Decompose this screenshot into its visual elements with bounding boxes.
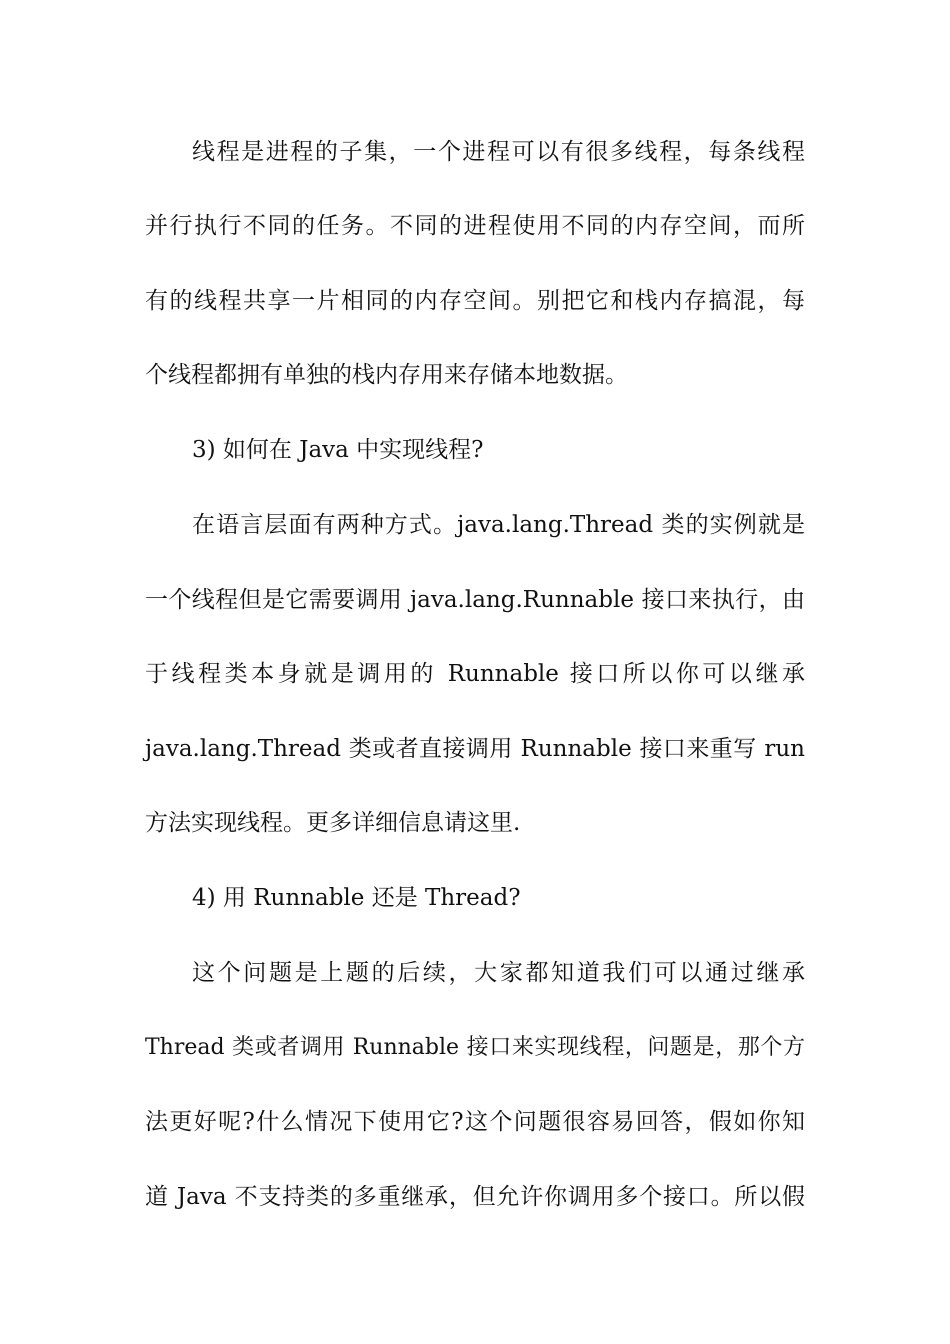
paragraph-3-line-3: 法更好呢?什么情况下使用它?这个问题很容易回答，假如你知 <box>145 1109 805 1135</box>
paragraph-2-line-3: 于线程类本身就是调用的 Runnable 接口所以你可以继承 <box>145 661 805 687</box>
paragraph-2-line-2: 一个线程但是它需要调用 java.lang.Runnable 接口来执行，由 <box>145 587 805 613</box>
paragraph-1-line-3: 有的线程共享一片相同的内存空间。别把它和栈内存搞混，每 <box>145 288 805 314</box>
paragraph-2-line-1: 在语言层面有两种方式。java.lang.Thread 类的实例就是 <box>192 512 805 538</box>
paragraph-2-line-4: java.lang.Thread 类或者直接调用 Runnable 接口来重写 run <box>145 736 805 762</box>
paragraph-3-line-4: 道 Java 不支持类的多重继承，但允许你调用多个接口。所以假 <box>145 1184 805 1210</box>
paragraph-3-line-2: Thread 类或者调用 Runnable 接口来实现线程，问题是，那个方 <box>145 1035 805 1060</box>
section-heading-4: 4) 用 Runnable 还是 Thread? <box>192 885 521 911</box>
section-heading-3: 3) 如何在 Java 中实现线程? <box>192 437 484 463</box>
paragraph-2-line-5: 方法实现线程。更多详细信息请这里. <box>145 810 521 836</box>
paragraph-1-line-2: 并行执行不同的任务。不同的进程使用不同的内存空间，而所 <box>145 213 805 239</box>
paragraph-1-line-4: 个线程都拥有单独的栈内存用来存储本地数据。 <box>145 362 628 388</box>
paragraph-1-line-1: 线程是进程的子集，一个进程可以有很多线程，每条线程 <box>192 139 805 165</box>
paragraph-3-line-1: 这个问题是上题的后续，大家都知道我们可以通过继承 <box>192 960 805 986</box>
